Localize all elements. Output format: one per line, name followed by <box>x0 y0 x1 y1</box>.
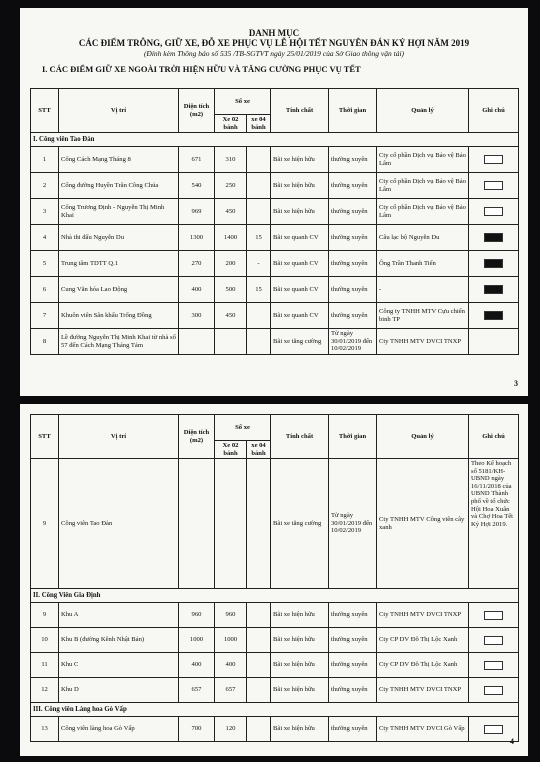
table-row <box>31 303 519 329</box>
group-header-row <box>31 589 519 603</box>
row-car-count <box>247 678 271 703</box>
header-stt: STT <box>31 415 59 459</box>
row-manager: Cty cổ phần Dịch vụ Bảo vệ Bảo Lâm <box>377 173 469 199</box>
row-moto-count <box>215 329 247 355</box>
row-location: Khu C <box>59 653 179 678</box>
header-time: Thời gian <box>329 89 377 133</box>
row-stt: 5 <box>31 251 59 277</box>
row-manager: Cty CP DV Đô Thị Lộc Xanh <box>377 628 469 653</box>
row-area <box>179 459 215 589</box>
row-note <box>469 173 519 199</box>
row-stt: 9 <box>31 459 59 589</box>
document-reference-note: (Đính kèm Thông báo số 535 /TB-SGTVT ngày 25/01/2019 của Sở Giao thông vận tải) <box>143 48 405 58</box>
page-number: 3 <box>514 379 518 388</box>
row-location: Khu D <box>59 678 179 703</box>
page-number: 4 <box>510 737 514 746</box>
row-time: thường xuyên <box>329 199 377 225</box>
table-row <box>31 459 519 589</box>
row-time: thường xuyên <box>329 603 377 628</box>
row-manager: Câu lạc bộ Nguyễn Du <box>377 225 469 251</box>
row-car-count <box>247 329 271 355</box>
row-nature: Bãi xe quanh CV <box>271 303 329 329</box>
header-location: Vị trí <box>59 89 179 133</box>
row-stt: 11 <box>31 653 59 678</box>
table-row <box>31 147 519 173</box>
row-nature: Bãi xe hiện hữu <box>271 199 329 225</box>
row-area: 270 <box>179 251 215 277</box>
row-note <box>469 303 519 329</box>
row-car-count <box>247 717 271 742</box>
row-moto-count: 1000 <box>215 628 247 653</box>
row-stt: 2 <box>31 173 59 199</box>
table-row <box>31 225 519 251</box>
header-manager: Quản lý <box>377 89 469 133</box>
row-stt: 12 <box>31 678 59 703</box>
header-car: xe 04 bánh <box>247 441 271 459</box>
status-marker-box <box>484 725 503 734</box>
status-marker-box <box>484 181 503 190</box>
row-car-count <box>247 147 271 173</box>
row-time: Từ ngày 30/01/2019 đến 10/02/2019 <box>329 329 377 355</box>
row-moto-count: 250 <box>215 173 247 199</box>
status-marker-box <box>484 661 503 670</box>
status-marker-box <box>484 155 503 164</box>
row-moto-count: 450 <box>215 303 247 329</box>
status-marker-box <box>484 285 503 294</box>
row-time: thường xuyên <box>329 277 377 303</box>
row-moto-count <box>215 459 247 589</box>
table-row <box>31 329 519 355</box>
row-car-count <box>247 653 271 678</box>
table-body <box>31 133 519 355</box>
parking-table-page-3 <box>30 88 519 355</box>
group-header-row <box>31 703 519 717</box>
table-row <box>31 653 519 678</box>
row-nature: Bãi xe hiện hữu <box>271 628 329 653</box>
row-nature: Bãi xe tăng cường <box>271 459 329 589</box>
row-time: thường xuyên <box>329 225 377 251</box>
header-moto: Xe 02 bánh <box>215 441 247 459</box>
row-manager: Cty TNHH MTV DVCI TNXP <box>377 329 469 355</box>
row-nature: Bãi xe tăng cường <box>271 329 329 355</box>
row-nature: Bãi xe quanh CV <box>271 277 329 303</box>
row-note <box>469 147 519 173</box>
header-nature: Tính chất <box>271 89 329 133</box>
parking-table-page-4 <box>30 414 519 742</box>
row-location: Công viên Tao Đàn <box>59 459 179 589</box>
row-time: Từ ngày 30/01/2019 đến 10/02/2019 <box>329 459 377 589</box>
row-manager: Cty TNHH MTV DVCI Gò Vấp <box>377 717 469 742</box>
row-stt: 10 <box>31 628 59 653</box>
row-car-count: - <box>247 251 271 277</box>
row-nature: Bãi xe quanh CV <box>271 251 329 277</box>
header-manager: Quản lý <box>377 415 469 459</box>
row-area: 1000 <box>179 628 215 653</box>
row-area <box>179 329 215 355</box>
row-note <box>469 628 519 653</box>
table-row <box>31 277 519 303</box>
row-stt: 1 <box>31 147 59 173</box>
status-marker-box <box>484 686 503 695</box>
row-time: thường xuyên <box>329 173 377 199</box>
row-location: Trung tâm TDTT Q.1 <box>59 251 179 277</box>
row-area: 540 <box>179 173 215 199</box>
row-nature: Bãi xe hiện hữu <box>271 717 329 742</box>
row-location: Cung Văn hóa Lao Động <box>59 277 179 303</box>
row-location: Nhà thi đấu Nguyễn Du <box>59 225 179 251</box>
status-marker-box <box>484 259 503 268</box>
row-manager: Cty TNHH MTV DVCI TNXP <box>377 678 469 703</box>
header-moto: Xe 02 bánh <box>215 115 247 133</box>
row-moto-count: 450 <box>215 199 247 225</box>
row-location: Khu A <box>59 603 179 628</box>
row-car-count: 15 <box>247 225 271 251</box>
table-row <box>31 678 519 703</box>
table-row <box>31 628 519 653</box>
document-title: DANH MỤC <box>248 28 300 38</box>
row-stt: 6 <box>31 277 59 303</box>
row-car-count <box>247 303 271 329</box>
row-moto-count: 1400 <box>215 225 247 251</box>
table-body <box>31 459 519 742</box>
row-car-count <box>247 199 271 225</box>
row-location: Lề đường Nguyễn Thị Minh Khai từ nhà số 57 đến Cách Mạng Tháng Tám <box>59 329 179 355</box>
header-nature: Tính chất <box>271 415 329 459</box>
row-manager: Cty TNHH MTV DVCI TNXP <box>377 603 469 628</box>
table-row <box>31 173 519 199</box>
row-moto-count: 200 <box>215 251 247 277</box>
row-stt: 3 <box>31 199 59 225</box>
row-area: 1300 <box>179 225 215 251</box>
row-note <box>469 329 519 355</box>
row-nature: Bãi xe hiện hữu <box>271 603 329 628</box>
row-location: Khu B (đường Kênh Nhật Bản) <box>59 628 179 653</box>
table-row <box>31 717 519 742</box>
row-time: thường xuyên <box>329 251 377 277</box>
row-time: thường xuyên <box>329 303 377 329</box>
group-title: I. Công viên Tao Đàn <box>31 133 519 147</box>
row-manager: - <box>377 277 469 303</box>
row-area: 400 <box>179 277 215 303</box>
row-stt: 4 <box>31 225 59 251</box>
row-moto-count: 310 <box>215 147 247 173</box>
row-manager: Công ty TNHH MTV Cựu chiến binh TP <box>377 303 469 329</box>
status-marker-box <box>484 233 503 242</box>
status-marker-box <box>484 207 503 216</box>
row-nature: Bãi xe quanh CV <box>271 225 329 251</box>
row-car-count <box>247 173 271 199</box>
header-stt: STT <box>31 89 59 133</box>
header-area: Diện tích (m2) <box>179 415 215 459</box>
row-time: thường xuyên <box>329 147 377 173</box>
header-time: Thời gian <box>329 415 377 459</box>
row-note <box>469 277 519 303</box>
status-marker-box <box>484 311 503 320</box>
row-manager: Cty TNHH MTV Công viên cây xanh <box>377 459 469 589</box>
section-heading: I. CÁC ĐIỂM GIỮ XE NGOÀI TRỜI HIỆN HỮU VÀ TĂNG CƯỜNG PHỤC VỤ TẾT <box>42 64 361 75</box>
header-car: xe 04 bánh <box>247 115 271 133</box>
row-nature: Bãi xe hiện hữu <box>271 678 329 703</box>
row-area: 400 <box>179 653 215 678</box>
row-location: Cổng Cách Mạng Tháng 8 <box>59 147 179 173</box>
row-moto-count: 120 <box>215 717 247 742</box>
row-stt: 13 <box>31 717 59 742</box>
header-location: Vị trí <box>59 415 179 459</box>
row-manager: Cty cổ phần Dịch vụ Bảo vệ Bảo Lâm <box>377 199 469 225</box>
row-note <box>469 603 519 628</box>
row-time: thường xuyên <box>329 678 377 703</box>
row-location: Cổng Trương Định - Nguyễn Thị Minh Khai <box>59 199 179 225</box>
page-header <box>20 8 528 58</box>
status-marker-box <box>484 636 503 645</box>
header-vehicles: Số xe <box>215 415 271 441</box>
row-moto-count: 400 <box>215 653 247 678</box>
row-car-count: 15 <box>247 277 271 303</box>
header-area: Diện tích (m2) <box>179 89 215 133</box>
row-nature: Bãi xe hiện hữu <box>271 653 329 678</box>
row-time: thường xuyên <box>329 628 377 653</box>
row-manager: Cty cổ phần Dịch vụ Bảo vệ Bảo Lâm <box>377 147 469 173</box>
group-title: II. Công Viên Gia Định <box>31 589 519 603</box>
header-note: Ghi chú <box>469 415 519 459</box>
row-note <box>469 199 519 225</box>
group-title: III. Công viên Làng hoa Gò Vấp <box>31 703 519 717</box>
row-time: thường xuyên <box>329 717 377 742</box>
row-car-count <box>247 628 271 653</box>
row-stt: 9 <box>31 603 59 628</box>
row-location: Cổng đường Huyền Trân Công Chúa <box>59 173 179 199</box>
row-moto-count: 500 <box>215 277 247 303</box>
row-note <box>469 225 519 251</box>
header-note: Ghi chú <box>469 89 519 133</box>
document-subtitle: CÁC ĐIỂM TRÔNG, GIỮ XE, ĐỖ XE PHỤC VỤ LỄ HỘI TẾT NGUYÊN ĐÁN KỶ HỢI NĂM 2019 <box>78 38 470 49</box>
row-area: 657 <box>179 678 215 703</box>
group-header-row <box>31 133 519 147</box>
row-stt: 7 <box>31 303 59 329</box>
row-note <box>469 678 519 703</box>
row-manager: Cty CP DV Đô Thị Lộc Xanh <box>377 653 469 678</box>
row-note: Theo Kế hoạch số 5181/KH-UBND ngày 16/11/2018 của UBND Thành phố về tổ chức Hội Hoa Xuân và Chợ Hoa Tết Kỷ Hợi 2019. <box>469 459 519 589</box>
header-vehicles: Số xe <box>215 89 271 115</box>
row-car-count <box>247 603 271 628</box>
row-area: 700 <box>179 717 215 742</box>
row-nature: Bãi xe hiện hữu <box>271 173 329 199</box>
document-page-3 <box>20 8 528 396</box>
row-note <box>469 251 519 277</box>
document-page-4 <box>20 404 528 756</box>
row-area: 969 <box>179 199 215 225</box>
row-stt: 8 <box>31 329 59 355</box>
row-moto-count: 657 <box>215 678 247 703</box>
row-note <box>469 653 519 678</box>
row-manager: Ông Trần Thanh Tiến <box>377 251 469 277</box>
table-row <box>31 603 519 628</box>
row-location: Khuôn viên Sân khấu Trống Đồng <box>59 303 179 329</box>
row-area: 960 <box>179 603 215 628</box>
table-row <box>31 251 519 277</box>
status-marker-box <box>484 611 503 620</box>
row-area: 671 <box>179 147 215 173</box>
row-location: Công viên làng hoa Gò Vấp <box>59 717 179 742</box>
row-area: 300 <box>179 303 215 329</box>
table-row <box>31 199 519 225</box>
row-time: thường xuyên <box>329 653 377 678</box>
row-nature: Bãi xe hiện hữu <box>271 147 329 173</box>
row-car-count <box>247 459 271 589</box>
row-moto-count: 960 <box>215 603 247 628</box>
